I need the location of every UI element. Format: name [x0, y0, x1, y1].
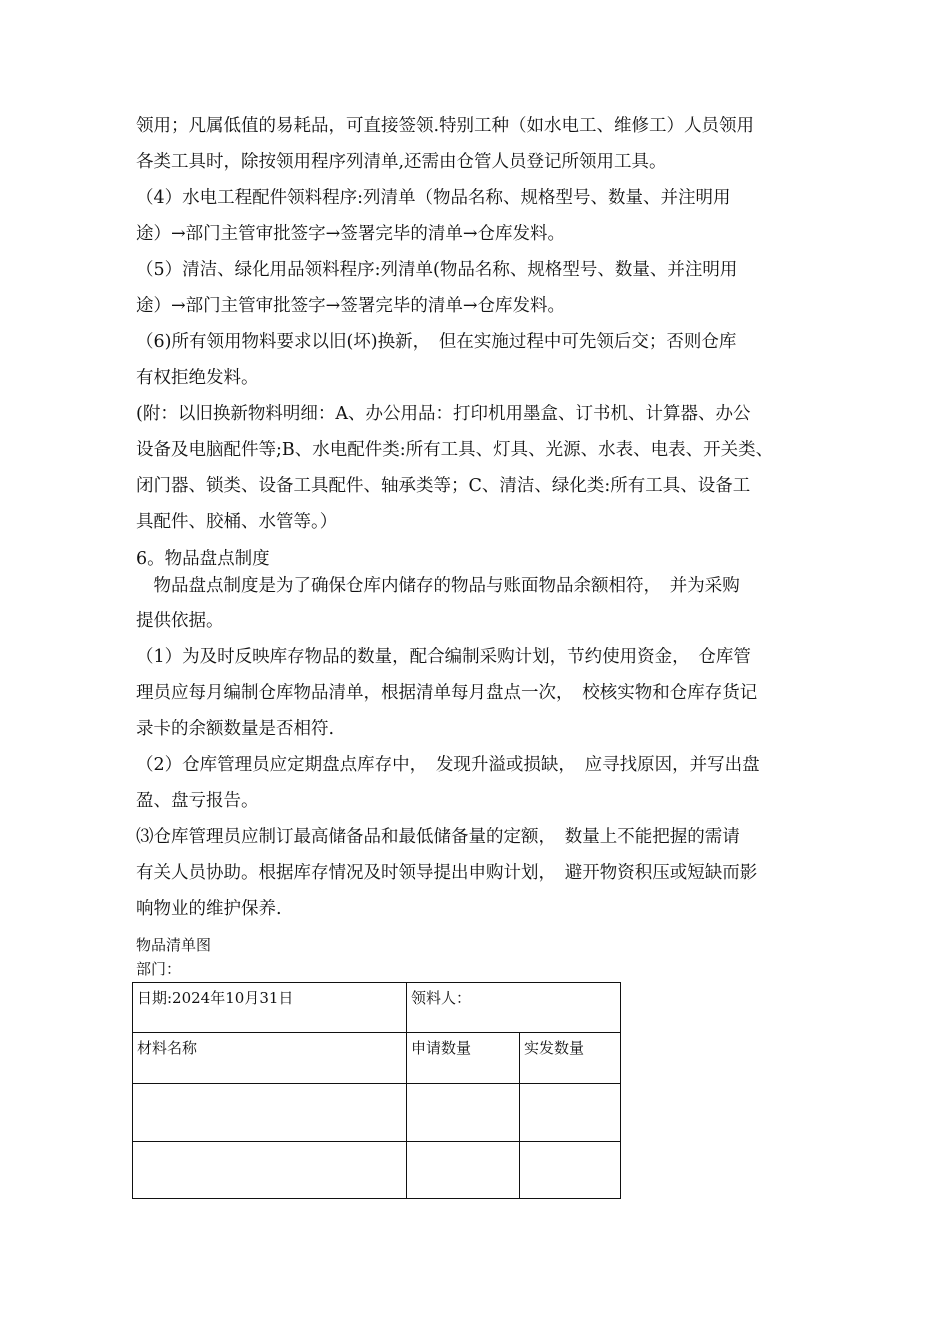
- text-line: 领用；凡属低值的易耗品，可直接签领.特别工种（如水电工、维修工）人员领用: [136, 116, 755, 136]
- text-line: （6)所有领用物料要求以旧(坏)换新， 但在实施过程中可先领后交；否则仓库: [136, 332, 737, 352]
- column-requested-qty: 申请数量: [407, 1033, 520, 1084]
- text-line: 理员应每月编制仓库物品清单，根据清单每月盘点一次， 校核实物和仓库存货记: [136, 683, 758, 703]
- empty-cell: [407, 1084, 520, 1142]
- table-header-row: [133, 983, 621, 1033]
- text-line: 盈、盘亏报告。: [136, 791, 259, 811]
- text-line: 途）→部门主管审批签字→签署完毕的清单→仓库发料。: [136, 224, 565, 244]
- material-list-table: [132, 982, 621, 1199]
- empty-cell: [520, 1084, 621, 1142]
- text-line: (附：以旧换新物料明细：A、办公用品：打印机用墨盒、订书机、计算器、办公: [136, 404, 751, 424]
- text-line: 有关人员协助。根据库存情况及时领导提出申购计划， 避开物资积压或短缺而影: [136, 863, 758, 883]
- text-line: （2）仓库管理员应定期盘点库存中， 发现升溢或损缺， 应寻找原因，并写出盘: [136, 755, 760, 775]
- department-label: 部门：: [136, 960, 182, 978]
- text-line: 录卡的余额数量是否相符.: [136, 719, 335, 739]
- text-line: ⑶仓库管理员应制订最高储备品和最低储备量的定额， 数量上不能把握的需请: [136, 827, 740, 847]
- text-line: 有权拒绝发料。: [136, 368, 259, 388]
- form-title: 物品清单图: [136, 936, 212, 954]
- text-line: （1）为及时反映库存物品的数量，配合编制采购计划，节约使用资金， 仓库管: [136, 647, 751, 667]
- text-line: 各类工具时，除按领用程序列清单,还需由仓管人员登记所领用工具。: [136, 152, 667, 172]
- text-line: 响物业的维护保养.: [136, 899, 282, 919]
- table-row: [133, 1084, 621, 1142]
- text-line: 物品盘点制度是为了确保仓库内储存的物品与账面物品余额相符， 并为采购: [136, 576, 740, 596]
- text-line: （5）清洁、绿化用品领料程序:列清单(物品名称、规格型号、数量、并注明用: [136, 260, 738, 280]
- text-line: 途）→部门主管审批签字→签署完毕的清单→仓库发料。: [136, 296, 565, 316]
- empty-cell: [407, 1142, 520, 1199]
- empty-cell: [520, 1142, 621, 1199]
- text-line: 提供依据。: [136, 611, 224, 631]
- empty-cell: [133, 1084, 407, 1142]
- text-line: 设备及电脑配件等;B、水电配件类:所有工具、灯具、光源、水表、电表、开关类、: [136, 440, 774, 460]
- column-header-row: [133, 1033, 621, 1084]
- date-cell: 日期:2024年10月31日: [133, 983, 407, 1033]
- text-line: （4）水电工程配件领料程序:列清单（物品名称、规格型号、数量、并注明用: [136, 188, 731, 208]
- section-heading: 6。物品盘点制度: [136, 549, 270, 569]
- text-line: 具配件、胶桶、水管等。）: [136, 512, 338, 532]
- column-issued-qty: 实发数量: [520, 1033, 621, 1084]
- table-row: [133, 1142, 621, 1199]
- text-line: 闭门器、锁类、设备工具配件、轴承类等；C、清洁、绿化类:所有工具、设备工: [136, 476, 751, 496]
- receiver-cell: 领料人：: [407, 983, 621, 1033]
- empty-cell: [133, 1142, 407, 1199]
- column-material-name: 材料名称: [133, 1033, 407, 1084]
